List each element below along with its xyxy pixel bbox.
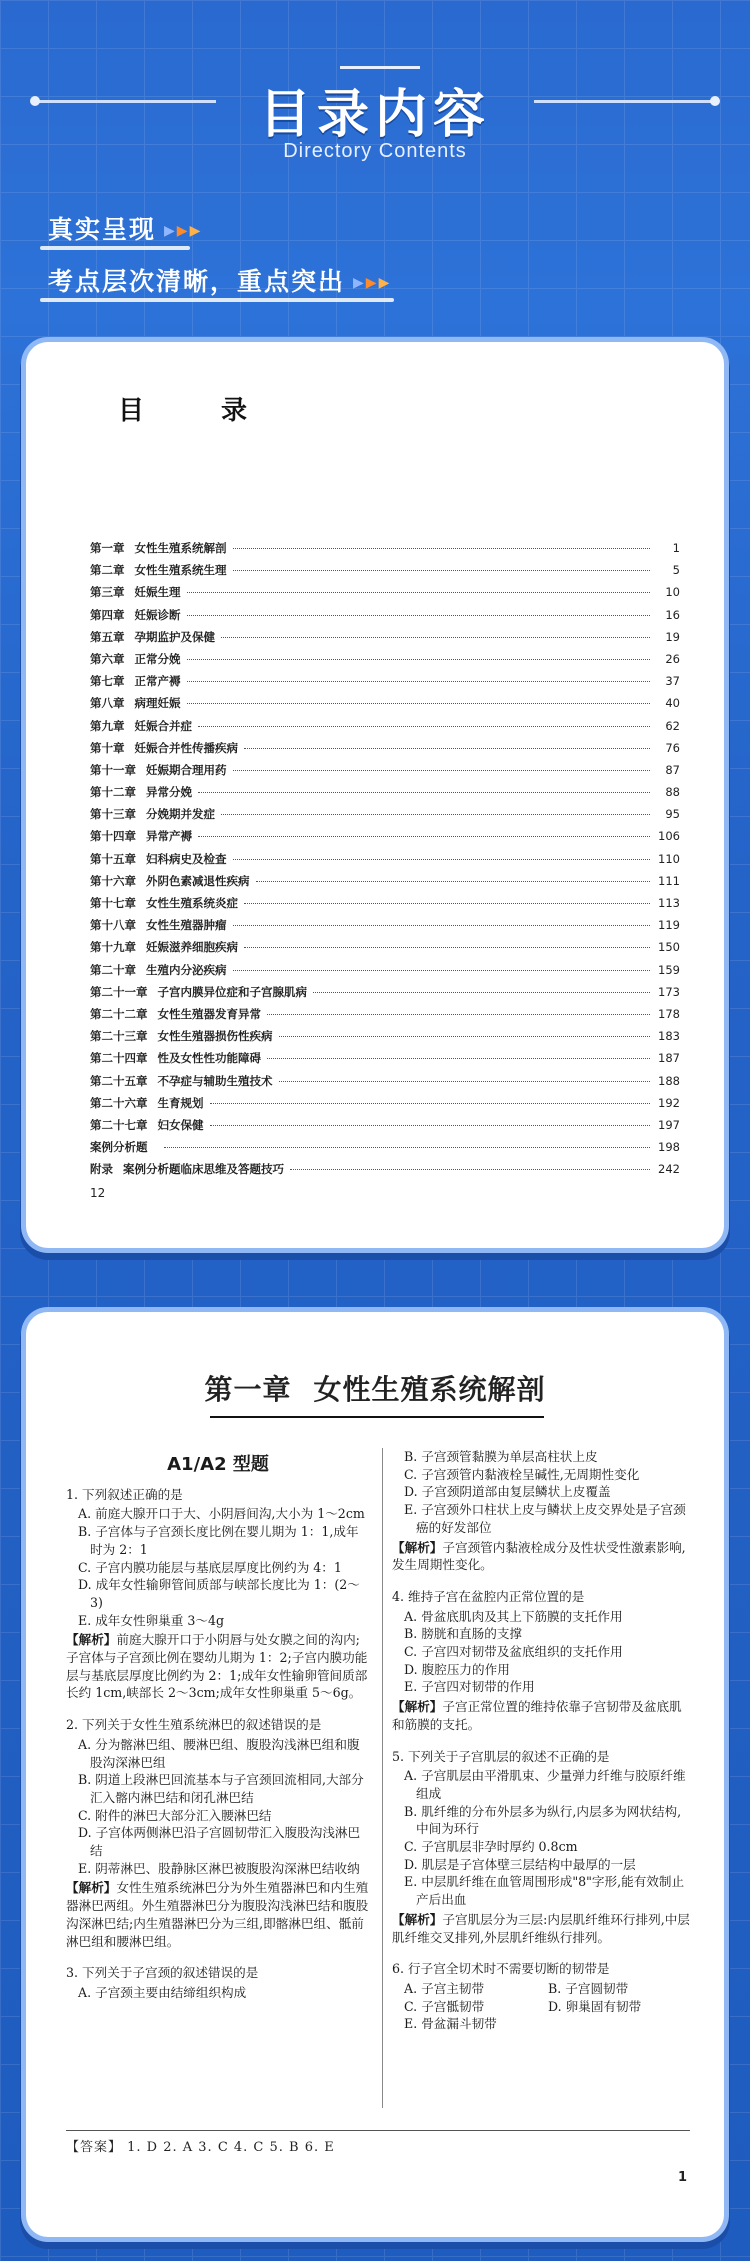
toc-chapter: 第十七章 [90, 896, 136, 910]
toc-chapter-title: 妊娠生理 [134, 585, 181, 600]
toc-page: 88 [665, 785, 680, 800]
toc-leader-dots [244, 748, 650, 749]
toc-row [90, 740, 680, 762]
analysis-text: 子宫颈管内黏液栓成分及性状受性激素影响,发生周期性变化。 [392, 1539, 686, 1573]
answer-option: B. 阴道上段淋巴回流基本与子宫颈回流相同,大部分汇入髂内淋巴结和闭孔淋巴结 [78, 1772, 364, 1805]
toc-leader-dots [256, 881, 651, 882]
toc-page: 197 [658, 1117, 680, 1132]
analysis-text: 前庭大腺开口于小阴唇与处女膜之间的沟内;子宫体与子宫颈比例在婴幼儿期为 1：2;子宫内膜功能层与基底层厚度比例约为 2：1;成年女性输卵管间质部长约 1cm,峡部长 2～3cm;成年女性卵巢重 5～6g。 [66, 1632, 368, 1701]
answer-option: D. 成年女性输卵管间质部与峡部长度比为 1：(2～3) [78, 1577, 360, 1610]
toc-page: 242 [658, 1162, 680, 1177]
toc-chapter-title: 性及女性性功能障碍 [157, 1051, 261, 1066]
answer-option: E. 成年女性卵巢重 3～4g [78, 1612, 225, 1628]
analysis-block [66, 1879, 370, 1950]
toc-leader-dots [187, 681, 651, 682]
answer-option: C. 子宫肌层非孕时厚约 0.8cm [404, 1839, 578, 1855]
toc-row [90, 1050, 680, 1072]
answers-rule [66, 2130, 690, 2131]
chapter-label: 第一章 [204, 1373, 292, 1406]
toc-leader-dots [244, 947, 650, 948]
toc-chapter: 第九章 [90, 718, 125, 733]
answer-option: C. 子宫骶韧带 [404, 1998, 485, 2014]
toc-leader-dots [187, 659, 651, 660]
arrow-right-icon: ▶ [176, 223, 190, 239]
toc-row [90, 962, 680, 984]
answer-option: D. 子宫颈阴道部由复层鳞状上皮覆盖 [404, 1484, 611, 1500]
toc-page: 178 [658, 1006, 680, 1021]
toc-leader-dots [198, 836, 650, 837]
tagline-1 [48, 210, 202, 246]
question-stem: 5. 下列关于子宫肌层的叙述不正确的是 [392, 1748, 610, 1764]
toc-leader-dots [233, 859, 651, 860]
page-title: 目录内容 [258, 85, 491, 145]
toc-chapter-title: 异常分娩 [146, 785, 192, 800]
tagline-2-text: 考点层次清晰，重点突出 [48, 267, 346, 296]
toc-page: 110 [658, 851, 680, 866]
toc-chapter-title: 异常产褥 [146, 829, 192, 844]
toc-page: 106 [658, 829, 680, 844]
toc-leader-dots [198, 726, 650, 727]
toc-leader-dots [233, 570, 651, 571]
question-stem: 6. 行子宫全切术时不需要切断的韧带是 [392, 1961, 610, 1977]
question-stem: 1. 下列叙述正确的是 [66, 1486, 183, 1502]
toc-chapter: 第十五章 [90, 851, 136, 866]
toc-page: 183 [658, 1029, 680, 1044]
toc-chapter-title: 孕期监护及保健 [134, 629, 215, 644]
question-stem: 2. 下列关于女性生殖系统淋巴的叙述错误的是 [66, 1717, 322, 1733]
toc-leader-dots [233, 925, 651, 926]
answer-option: A. 子宫颈主要由结缔组织构成 [78, 1984, 247, 2000]
toc-page: 40 [665, 696, 680, 711]
toc-chapter-title: 妊娠合并性传播疾病 [134, 740, 238, 755]
toc-chapter: 第二十二章 [90, 1006, 148, 1021]
toc-chapter: 第十三章 [90, 807, 136, 822]
analysis-label: 【解析】 [66, 1632, 117, 1648]
toc-row [90, 718, 680, 740]
toc-chapter: 第十章 [90, 740, 125, 755]
toc-leader-dots [221, 637, 650, 638]
toc-row [90, 917, 680, 939]
toc-row [90, 673, 680, 695]
toc-leader-dots [279, 1036, 651, 1037]
analysis-block [392, 1698, 692, 1733]
toc-chapter: 第五章 [90, 629, 125, 644]
toc-chapter-title: 生殖内分泌疾病 [146, 962, 227, 977]
toc-page: 192 [658, 1095, 680, 1110]
toc-page: 95 [665, 807, 680, 822]
answer-option: D. 腹腔压力的作用 [404, 1661, 510, 1677]
toc-chapter-title: 女性生殖系统炎症 [146, 896, 238, 910]
toc-chapter-title: 女性生殖器损伤性疾病 [157, 1029, 273, 1044]
toc-row [90, 629, 680, 651]
arrow-right-icon: ▶ [164, 223, 177, 239]
toc-chapter-title: 妊娠合并症 [134, 718, 192, 733]
toc-row [90, 540, 680, 562]
toc-chapter-title: 女性生殖系统解剖 [134, 541, 227, 555]
toc-chapter: 第六章 [90, 651, 125, 666]
toc-row [90, 562, 680, 584]
toc-leader-dots [267, 1014, 650, 1015]
analysis-block [392, 1539, 692, 1574]
toc-row [90, 784, 680, 806]
toc-row [90, 851, 680, 873]
title-top-bar [340, 66, 420, 69]
toc-leader-dots [233, 548, 651, 549]
page-subtitle: Directory Contents [283, 140, 467, 162]
toc-chapter: 第十八章 [90, 918, 136, 933]
toc-row [90, 584, 680, 606]
analysis-text: 女性生殖系统淋巴分为外生殖器淋巴和内生殖器淋巴两组。外生殖器淋巴分为腹股沟浅淋巴结和腹股沟深淋巴结;内生殖器淋巴分为三组,即髂淋巴组、骶前淋巴组和腰淋巴组。 [66, 1880, 369, 1949]
toc-row [90, 1028, 680, 1050]
toc-chapter-title: 生育规划 [157, 1095, 204, 1110]
toc-chapter: 第二章 [90, 563, 125, 578]
answer-option: B. 子宫圆韧带 [548, 1980, 629, 1996]
toc-row [90, 1139, 680, 1161]
answer-option: E. 中层肌纤维在血管周围形成"8"字形,能有效制止产后出血 [404, 1874, 685, 1908]
toc-chapter: 第十二章 [90, 785, 136, 800]
tagline-1-underline [40, 246, 190, 250]
chapter-title-rule [210, 1416, 544, 1418]
toc-page: 62 [665, 718, 680, 733]
toc-chapter-title: 女性生殖器肿瘤 [146, 918, 227, 933]
answer-option: D. 肌层是子宫体壁三层结构中最厚的一层 [404, 1856, 636, 1872]
toc-row [90, 1006, 680, 1028]
toc-leader-dots [221, 814, 650, 815]
toc-chapter-title: 女性生殖系统生理 [134, 563, 227, 578]
toc-page: 26 [665, 651, 680, 666]
toc-page: 16 [665, 607, 680, 622]
toc-chapter: 第十六章 [90, 873, 136, 888]
toc-leader-dots [290, 1169, 650, 1170]
right-column [392, 1448, 692, 2043]
answer-option: B. 子宫体与子宫颈长度比例在婴儿期为 1：1,成年时为 2：1 [78, 1524, 359, 1557]
analysis-label: 【解析】 [392, 1911, 443, 1927]
toc-chapter: 第二十三章 [90, 1029, 148, 1044]
answer-option: D. 卵巢固有韧带 [548, 1998, 642, 2014]
chapter-title [0, 1368, 750, 1408]
answer-option: C. 子宫四对韧带及盆底组织的支托作用 [404, 1644, 623, 1660]
answer-option: E. 骨盆漏斗韧带 [404, 2016, 497, 2032]
toc-chapter: 第二十六章 [90, 1095, 148, 1110]
question-stem: 3. 下列关于子宫颈的叙述错误的是 [66, 1965, 259, 1981]
toc-page: 119 [658, 918, 680, 933]
toc-chapter-title: 妊娠期合理用药 [146, 762, 227, 777]
chapter-name: 女性生殖系统解剖 [313, 1373, 546, 1406]
toc-page: 111 [658, 873, 680, 888]
toc-chapter: 第三章 [90, 585, 125, 600]
toc-leader-dots [244, 903, 650, 904]
toc-row [90, 939, 680, 961]
answer-option: C. 子宫内膜功能层与基底层厚度比例约为 4：1 [78, 1559, 342, 1575]
toc-row [90, 1117, 680, 1139]
toc-chapter: 第八章 [90, 696, 125, 711]
answer-option: C. 附件的淋巴大部分汇入腰淋巴结 [78, 1807, 272, 1823]
answer-option: E. 子宫四对韧带的作用 [404, 1679, 535, 1695]
toc-chapter: 第十一章 [90, 762, 136, 777]
toc-page: 188 [658, 1073, 680, 1088]
toc-leader-dots [233, 770, 651, 771]
toc-chapter-title: 妊娠滋养细胞疾病 [146, 940, 238, 955]
toc-row [90, 1095, 680, 1117]
toc-leader-dots [210, 1125, 651, 1126]
toc-chapter-title: 不孕症与辅助生殖技术 [157, 1073, 273, 1088]
answer-option: B. 膀胱和直肠的支撑 [404, 1626, 523, 1642]
chapter-page-number: 1 [678, 2170, 688, 2185]
toc-heading: 目 录 [118, 396, 282, 426]
toc-chapter: 第二十一章 [90, 984, 148, 999]
toc-row [90, 828, 680, 850]
toc-row [90, 651, 680, 673]
toc-leader-dots [210, 1103, 651, 1104]
toc-leader-dots [187, 703, 651, 704]
toc-chapter-title: 妇科病史及检查 [146, 851, 227, 866]
toc-row [90, 607, 680, 629]
arrow-right-icon: ▶ [365, 275, 379, 291]
arrow-icons [353, 275, 391, 291]
toc-chapter: 第二十七章 [90, 1117, 148, 1132]
toc-chapter-title: 女性生殖器发育异常 [157, 1006, 261, 1021]
toc-page: 1 [672, 541, 680, 555]
tagline-2 [48, 262, 391, 298]
arrow-right-icon: ▶ [189, 223, 203, 239]
answer-option: A. 子宫主韧带 [404, 1980, 485, 1996]
toc-chapter: 第七章 [90, 674, 125, 689]
toc-chapter-title: 正常产褥 [134, 674, 181, 689]
toc-chapter: 第四章 [90, 607, 125, 622]
toc-page: 5 [672, 563, 680, 578]
arrow-right-icon: ▶ [378, 275, 392, 291]
toc-page: 150 [658, 940, 680, 955]
toc-page: 19 [665, 629, 680, 644]
toc-chapter: 第一章 [90, 541, 125, 555]
left-column [66, 1448, 370, 2012]
toc-leader-dots [187, 592, 651, 593]
toc-chapter: 案例分析题 [90, 1140, 148, 1155]
toc-chapter-title: 妇女保健 [157, 1117, 204, 1132]
analysis-label: 【解析】 [392, 1539, 443, 1555]
toc-leader-dots [164, 1147, 651, 1148]
arrow-right-icon: ▶ [353, 275, 366, 291]
answer-key: 【答案】 1. D 2. A 3. C 4. C 5. B 6. E [66, 2140, 335, 2155]
toc-leader-dots [267, 1058, 650, 1059]
toc-chapter-title: 子宫内膜异位症和子宫腺肌病 [157, 984, 307, 999]
toc-chapter-title: 妊娠诊断 [134, 607, 181, 622]
toc-page: 87 [665, 762, 680, 777]
column-divider [382, 1448, 383, 2108]
answer-option: D. 子宫体两侧淋巴沿子宫圆韧带汇入腹股沟浅淋巴结 [78, 1825, 361, 1859]
toc-chapter-title: 分娩期并发症 [146, 807, 215, 822]
toc-page-number: 12 [90, 1186, 106, 1200]
toc-row [90, 1161, 680, 1183]
answer-option: A. 子宫肌层由平滑肌束、少量弹力纤维与胶原纤维组成 [404, 1768, 686, 1801]
answer-option: B. 子宫颈管黏膜为单层高柱状上皮 [404, 1449, 598, 1464]
answer-option: A. 骨盆底肌肉及其上下筋膜的支托作用 [404, 1608, 623, 1624]
toc-leader-dots [198, 792, 650, 793]
toc-page: 198 [658, 1140, 680, 1155]
analysis-label: 【解析】 [66, 1880, 117, 1896]
toc-row [90, 1073, 680, 1095]
answer-option: E. 阴蒂淋巴、股静脉区淋巴被腹股沟深淋巴结收纳 [78, 1860, 360, 1876]
toc-chapter-title: 外阴色素减退性疾病 [146, 873, 250, 888]
toc-leader-dots [233, 970, 651, 971]
analysis-text: 子宫正常位置的维持依靠子宫韧带及盆底肌和筋膜的支托。 [392, 1699, 682, 1732]
question-stem: 4. 维持子宫在盆腔内正常位置的是 [392, 1588, 585, 1604]
toc-row [90, 984, 680, 1006]
toc-page: 113 [658, 896, 680, 910]
toc-chapter: 第二十四章 [90, 1051, 148, 1066]
answer-option: C. 子宫颈管内黏液栓呈碱性,无周期性变化 [404, 1466, 640, 1482]
toc-chapter: 附录 [90, 1162, 113, 1177]
analysis-block [66, 1631, 370, 1702]
toc-row [90, 762, 680, 784]
toc-chapter-title: 案例分析题临床思维及答题技巧 [123, 1162, 284, 1177]
tagline-1-text: 真实呈现 [48, 215, 157, 244]
toc-row [90, 895, 680, 917]
toc-page: 173 [658, 984, 680, 999]
toc-chapter: 第二十五章 [90, 1073, 148, 1088]
toc-leader-dots [279, 1081, 651, 1082]
toc-row [90, 806, 680, 828]
answer-option-grid [392, 1980, 692, 2033]
toc-chapter: 第十九章 [90, 940, 136, 955]
analysis-text: 子宫肌层分为三层:内层肌纤维环行排列,中层肌纤维交叉排列,外层肌纤维纵行排列。 [392, 1911, 690, 1945]
section-heading: A1/A2 型题 [167, 1454, 269, 1475]
toc-chapter: 第二十章 [90, 962, 136, 977]
toc-chapter: 第十四章 [90, 829, 136, 844]
toc-row [90, 873, 680, 895]
header [0, 0, 750, 200]
arrow-icons [164, 223, 202, 239]
analysis-block [392, 1911, 692, 1946]
toc-leader-dots [313, 992, 650, 993]
tagline-2-underline [40, 298, 394, 302]
toc-chapter-title: 病理妊娠 [134, 696, 181, 711]
answer-option: B. 肌纤维的分布外层多为纵行,内层多为网状结构,中间为环行 [404, 1803, 682, 1837]
toc-page: 76 [665, 740, 680, 755]
analysis-label: 【解析】 [392, 1699, 443, 1715]
toc-row [90, 695, 680, 717]
answer-option: A. 前庭大腺开口于大、小阴唇间沟,大小为 1～2cm [78, 1506, 365, 1522]
toc-leader-dots [187, 615, 651, 616]
toc-chapter-title: 正常分娩 [134, 651, 181, 666]
toc-page: 187 [658, 1051, 680, 1066]
toc-page: 37 [665, 674, 680, 689]
toc-page: 159 [658, 962, 680, 977]
toc-page: 10 [665, 585, 680, 600]
toc-list [90, 540, 680, 1183]
answer-option: A. 分为髂淋巴组、腰淋巴组、腹股沟浅淋巴组和腹股沟深淋巴组 [78, 1736, 360, 1770]
answer-option: E. 子宫颈外口柱状上皮与鳞状上皮交界处是子宫颈癌的好发部位 [404, 1502, 686, 1535]
